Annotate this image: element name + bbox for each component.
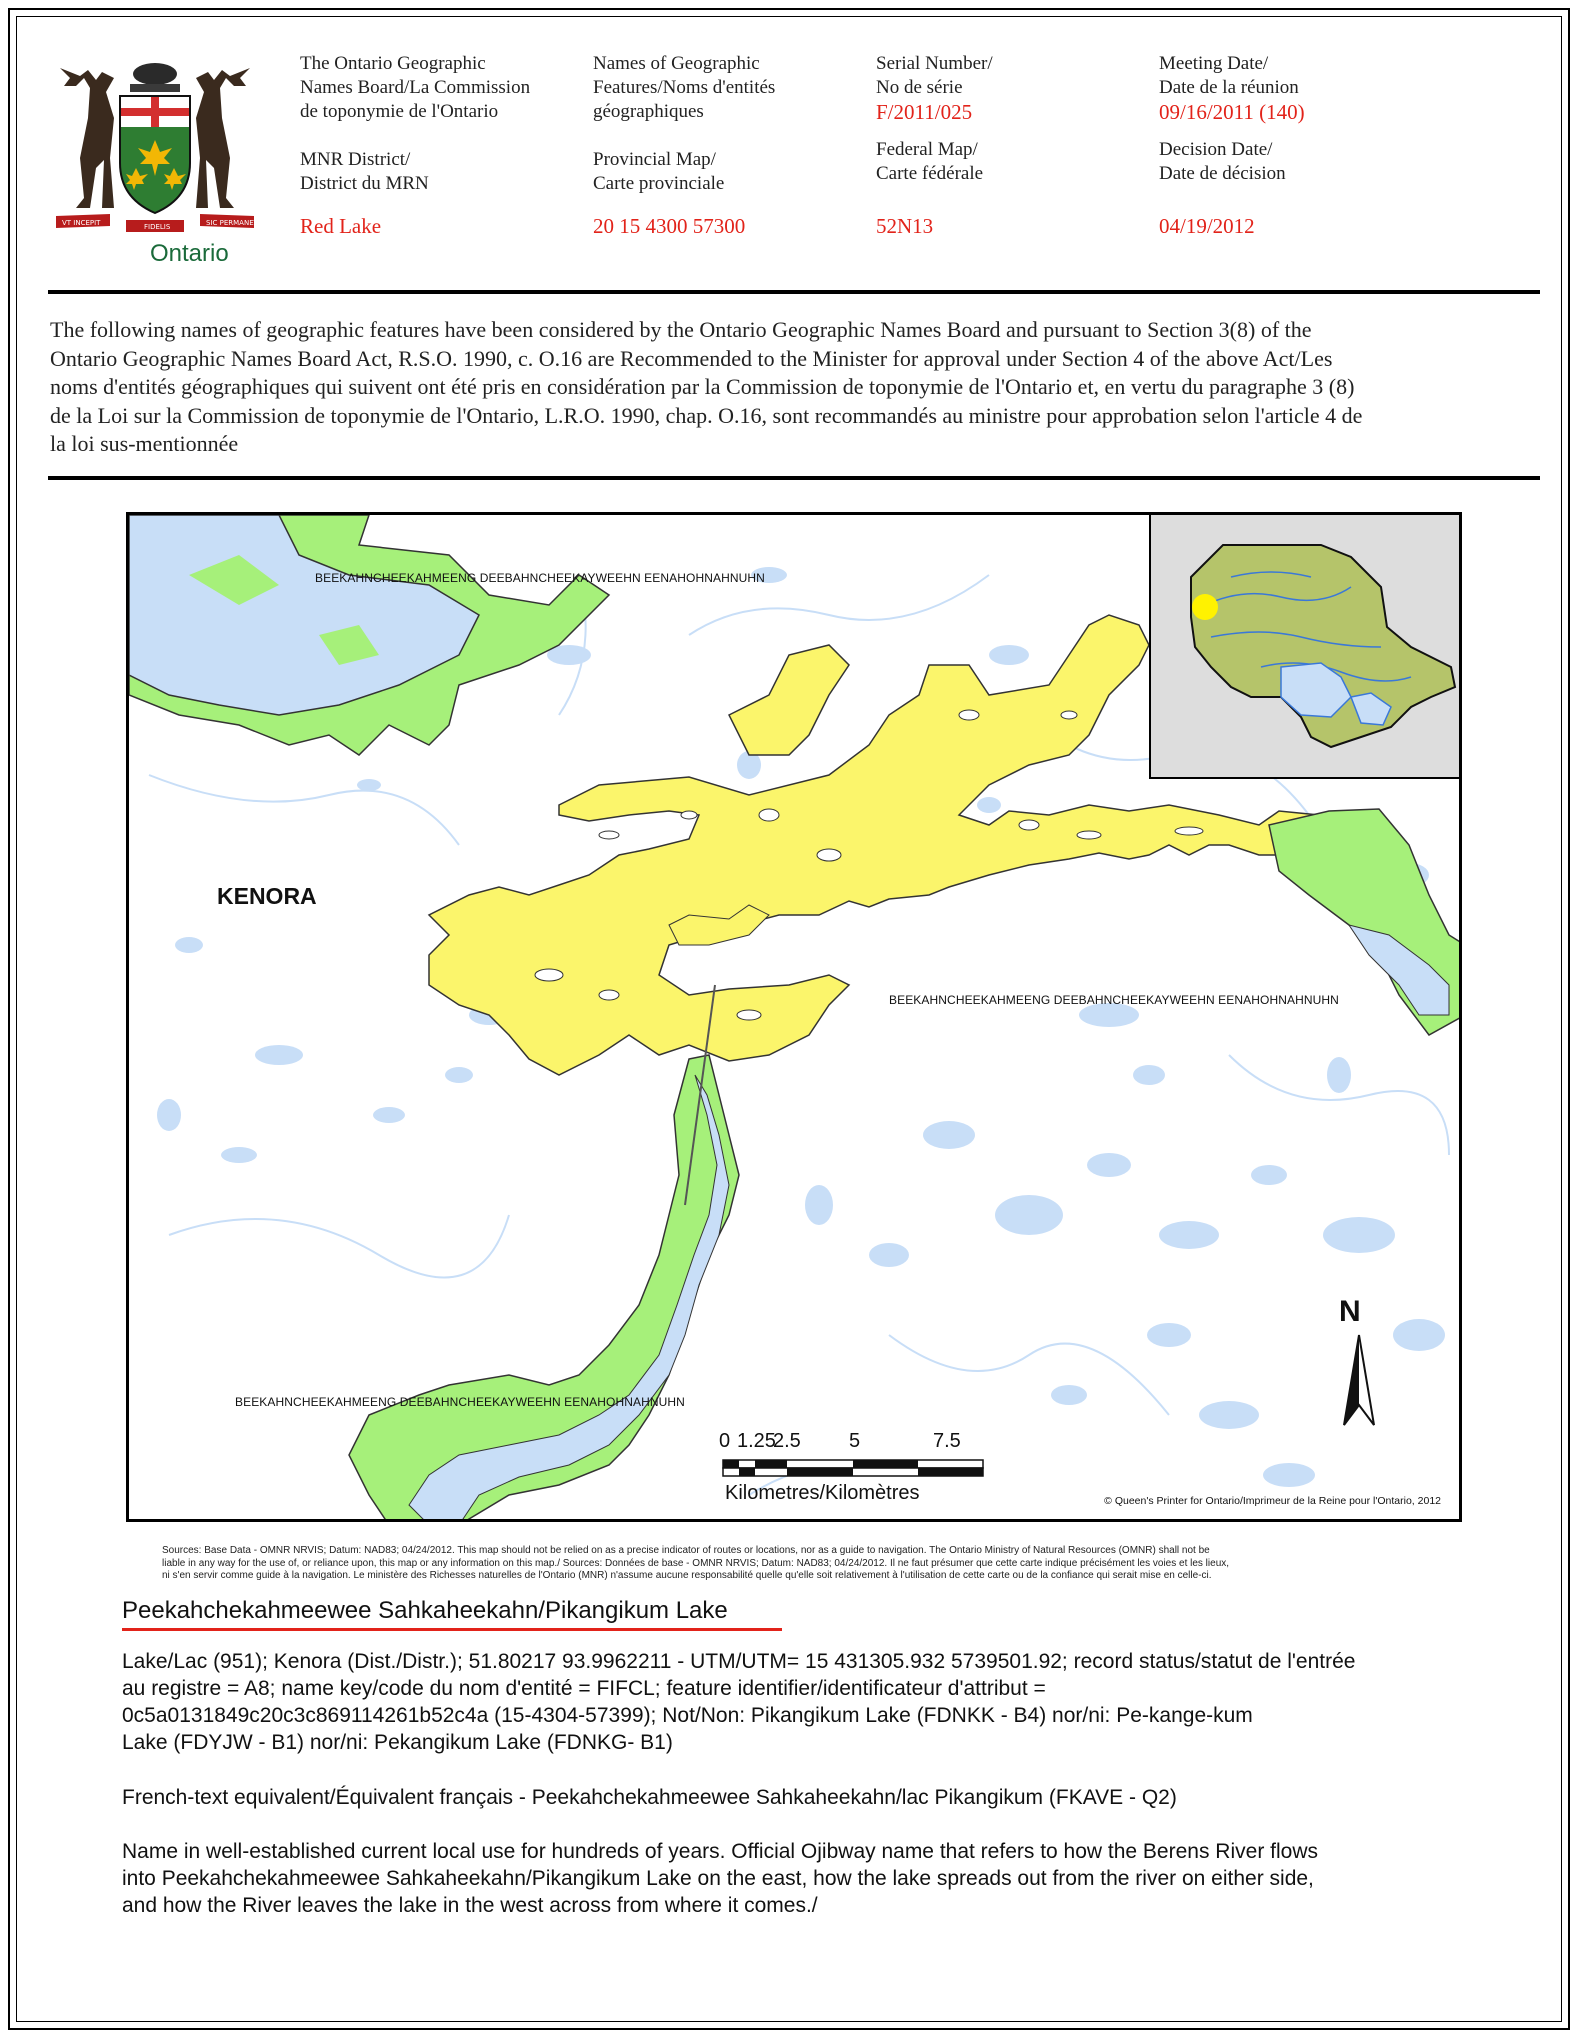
details-line: au registre = A8; name key/code du nom d'entité = FIFCL; feature identifier/identificateur d'attribut = bbox=[122, 1677, 1046, 1700]
federal-map-block bbox=[876, 138, 983, 186]
french-line: French-text equivalent/Équivalent français - Peekahchekahmeewee Sahkaheekahn/lac Pikangikum (FKAVE - Q2) bbox=[122, 1786, 1177, 1809]
sources-line: Sources: Base Data - OMNR NRVIS; Datum: NAD83; 04/24/2012. This map should not be relied on as a precise indicator of routes or locations, nor as a guide to navigation. The Ontario Ministry of Natural Resources (OMNR) shall not be bbox=[162, 1545, 1210, 1556]
serial-block bbox=[876, 52, 993, 124]
location-marker-icon bbox=[1192, 594, 1218, 620]
north-indicator bbox=[1319, 1295, 1399, 1445]
meeting-label-line: Meeting Date/ bbox=[1159, 53, 1269, 74]
decision-value: 04/19/2012 bbox=[1159, 214, 1255, 238]
district-block bbox=[300, 148, 429, 196]
french-equivalent bbox=[122, 1784, 1522, 1811]
provincial-map-label-line: Provincial Map/ bbox=[593, 149, 716, 170]
serial-label-line: No de série bbox=[876, 77, 963, 98]
meeting-label-line: Date de la réunion bbox=[1159, 77, 1299, 98]
scale-tick-label: 1.25 bbox=[737, 1430, 776, 1452]
names-block bbox=[593, 52, 775, 124]
intro-divider bbox=[48, 476, 1540, 480]
district-value: Red Lake bbox=[300, 214, 382, 238]
board-label-line: The Ontario Geographic bbox=[300, 53, 486, 74]
board-label-line: de toponymie de l'Ontario bbox=[300, 101, 499, 122]
decision-label-line: Date de décision bbox=[1159, 163, 1286, 184]
feature-notes bbox=[122, 1838, 1522, 1919]
reserve-label-east: BEEKAHNCHEEKAHMEENG DEEBAHNCHEEKAYWEEHN EENAHOHNAHNUHN bbox=[889, 993, 1339, 1007]
document-header bbox=[40, 40, 1540, 290]
federal-map-label-line: Carte fédérale bbox=[876, 163, 984, 184]
header-divider bbox=[48, 290, 1540, 294]
names-label-line: géographiques bbox=[593, 101, 704, 122]
locator-inset-map bbox=[1149, 512, 1462, 779]
board-label-line: Names Board/La Commission bbox=[300, 77, 531, 98]
sources-line: ni s'en servir comme guide à la navigation. Le ministère des Richesses naturelles de l'Ontario (MNR) n'assume aucune responsabilité quelle qu'elle soit relativement à l'utilisation de cette carte ou de la confiance qui serait mise en celle-ci. bbox=[162, 1570, 1212, 1581]
names-label-line: Features/Noms d'entités bbox=[593, 77, 776, 98]
intro-line: de la Loi sur la Commission de toponymie de l'Ontario, L.R.O. 1990, chap. O.16, sont recommandés au ministre pour approbation selon l'article 4 de bbox=[50, 402, 1363, 428]
intro-line: la loi sus-mentionnée bbox=[50, 431, 239, 456]
federal-map-value: 52N13 bbox=[876, 214, 934, 238]
ontario-locator-icon bbox=[1151, 512, 1462, 781]
provincial-map-label-line: Carte provinciale bbox=[593, 173, 725, 194]
map-copyright: © Queen's Printer for Ontario/Imprimeur de la Reine pour l'Ontario, 2012 bbox=[1104, 1495, 1441, 1507]
svg-text:SIC PERMANET: SIC PERMANET bbox=[206, 219, 258, 227]
federal-map-label-line: Federal Map/ bbox=[876, 139, 978, 160]
provincial-map-value-block bbox=[593, 214, 745, 238]
provincial-map-block bbox=[593, 148, 724, 196]
scale-tick-label: 5 bbox=[849, 1430, 861, 1452]
scale-tick-label: 7.5 bbox=[933, 1430, 961, 1452]
board-name-block bbox=[300, 52, 530, 124]
reserve-label-top: BEEKAHNCHEEKAHMEENG DEEBAHNCHEEKAYWEEHN EENAHOHNAHNUHN bbox=[315, 571, 765, 585]
sources-line: liable in any way for the use of, or reliance upon, this map or any information on this map./ Sources: Données de base - OMNR NRVIS; Datum: NAD83; 04/24/2012. Il ne faut présumer que cette carte indique précisément les voies et les lieux, bbox=[162, 1557, 1230, 1569]
district-label: KENORA bbox=[217, 883, 317, 909]
decision-value-block bbox=[1159, 214, 1255, 238]
decision-block bbox=[1159, 138, 1286, 186]
scale-bar bbox=[719, 1430, 999, 1510]
serial-value: F/2011/025 bbox=[876, 100, 973, 124]
note-line: and how the River leaves the lake in the west across from where it comes./ bbox=[122, 1894, 818, 1917]
scale-tick-label: 2.5 bbox=[773, 1430, 801, 1452]
district-label-line: District du MRN bbox=[300, 173, 429, 194]
provincial-map-value: 20 15 4300 57300 bbox=[593, 214, 746, 238]
feature-title: Peekahchekahmeewee Sahkaheekahn/Pikangikum Lake bbox=[122, 1597, 728, 1624]
note-line: Name in well-established current local use for hundreds of years. Official Ojibway name that refers to how the Berens River flows bbox=[122, 1840, 1318, 1863]
reserve-label-south: BEEKAHNCHEEKAHMEENG DEEBAHNCHEEKAYWEEHN EENAHOHNAHNUHN bbox=[235, 1395, 685, 1409]
intro-line: The following names of geographic features have been considered by the Ontario Geographic Names Board and pursuant to Section 3(8) of the bbox=[50, 317, 1312, 342]
meeting-value: 09/16/2011 (140) bbox=[1159, 100, 1305, 124]
details-line: 0c5a0131849c20c3c869114261b52c4a (15-4304-57399); Not/Non: Pikangikum Lake (FDNKK - B4) nor/ni: Pe-kange-kum bbox=[122, 1704, 1253, 1727]
names-label-line: Names of Geographic bbox=[593, 53, 760, 74]
intro-line: Ontario Geographic Names Board Act, R.S.O. 1990, c. O.16 are Recommended to the Minister for approval under Section 4 of the above Act/Les bbox=[50, 345, 1333, 371]
details-line: Lake (FDYJW - B1) nor/ni: Pekangikum Lake (FDNKG- B1) bbox=[122, 1731, 673, 1754]
feature-details bbox=[122, 1648, 1522, 1756]
decision-label-line: Decision Date/ bbox=[1159, 139, 1273, 160]
intro-line: noms d'entités géographiques qui suivent ont été pris en considération par la Commission de toponymie de l'Ontario et, en vertu du paragraphe 3 (8) bbox=[50, 374, 1355, 399]
map-sources-disclaimer bbox=[162, 1545, 1412, 1583]
north-label: N bbox=[1339, 1295, 1361, 1328]
ontario-wordmark: Ontario bbox=[150, 240, 229, 267]
svg-text:VT INCEPIT: VT INCEPIT bbox=[62, 219, 101, 227]
svg-text:FIDELIS: FIDELIS bbox=[144, 223, 171, 231]
feature-title-underline bbox=[122, 1628, 782, 1631]
lake-north-arm bbox=[729, 645, 849, 755]
serial-label-line: Serial Number/ bbox=[876, 53, 993, 74]
district-value-block bbox=[300, 214, 381, 238]
intro-paragraph bbox=[50, 316, 1540, 459]
details-line: Lake/Lac (951); Kenora (Dist./Distr.); 51.80217 93.9962211 - UTM/UTM= 15 431305.932 5739501.92; record status/statut de l'entrée bbox=[122, 1650, 1356, 1673]
meeting-block bbox=[1159, 52, 1305, 124]
note-line: into Peekahchekahmeewee Sahkaheekahn/Pikangikum Lake on the east, how the lake spreads out from the river on either side, bbox=[122, 1867, 1314, 1890]
federal-map-value-block bbox=[876, 214, 933, 238]
scale-tick-label: 0 bbox=[719, 1430, 731, 1452]
scale-unit-label: Kilometres/Kilomètres bbox=[725, 1482, 920, 1504]
location-map bbox=[126, 512, 1462, 1522]
district-label-line: MNR District/ bbox=[300, 149, 411, 170]
